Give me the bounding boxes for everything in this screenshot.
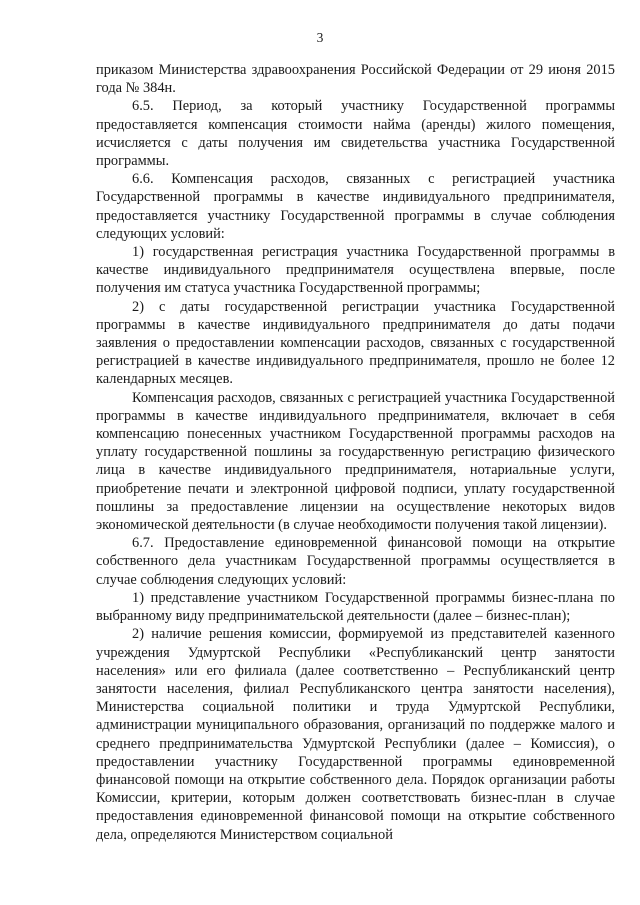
paragraph-6-6-item-1: 1) государственная регистрация участника Государственной программы в качестве индивидуального предпринимателя осуществлена впервые, после получения им статуса участника Государственной программы;	[96, 244, 615, 297]
paragraph-6-7: 6.7. Предоставление единовременной финансовой помощи на открытие собственного дела участникам Государственной программы осуществляется в случае соблюдения следующих условий:	[96, 535, 615, 588]
paragraph-compensation-includes: Компенсация расходов, связанных с регистрацией участника Государственной программы в качестве индивидуального предпринимателя, включает в себя компенсацию понесенных участником Государственной программы расходов на уплату государственной пошлины за государственную регистрацию физического лица в качестве индивидуального предпринимателя, нотариальные услуги, приобретение печати и электронной цифровой подписи, уплату государственной пошлины за предоставление лицензии на осуществление некоторых видов экономической деятельности (в случае необходимости получения такой лицензии).	[96, 389, 615, 534]
paragraph-6-5: 6.5. Период, за который участнику Государственной программы предоставляется компенсация стоимости найма (аренды) жилого помещения, исчисляется с даты получения им свидетельства участника Государственной программы.	[96, 98, 615, 170]
paragraph-continuation: приказом Министерства здравоохранения Российской Федерации от 29 июня 2015 года № 384н.	[96, 62, 615, 97]
paragraph-6-6-item-2: 2) с даты государственной регистрации участника Государственной программы в качестве индивидуального предпринимателя до даты подачи заявления о предоставлении компенсации расходов, связанных с государственной регистрацией в качестве индивидуального предпринимателя, прошло не более 12 календарных месяцев.	[96, 298, 615, 388]
paragraph-6-7-item-2: 2) наличие решения комиссии, формируемой из представителей казенного учреждения Удмуртской Республики «Республиканский центр занятости населения» или его филиала (далее соответственно – Республиканский центр занятости населения, филиал Республиканского центра занятости населения), Министерства социальной политики и труда Удмуртской Республики, администрации муниципального образования, организаций по поддержке малого и среднего предпринимательства Удмуртской Республики (далее – Комиссия), о предоставлении участнику Государственной программы единовременной финансовой помощи на открытие собственного дела. Порядок организации работы Комиссии, критерии, которым должен соответствовать бизнес-план в случае предоставления единовременной финансовой помощи на открытие собственного дела, определяются Министерством социальной	[96, 626, 615, 843]
paragraph-6-7-item-1: 1) представление участником Государственной программы бизнес-плана по выбранному виду предпринимательской деятельности (далее – бизнес-план);	[96, 589, 615, 625]
document-body	[96, 61, 615, 844]
paragraph-6-6: 6.6. Компенсация расходов, связанных с регистрацией участника Государственной программы в качестве индивидуального предпринимателя, предоставляется участнику Государственной программы в случае соблюдения следующих условий:	[96, 171, 615, 242]
page-number: 3	[316, 30, 324, 45]
